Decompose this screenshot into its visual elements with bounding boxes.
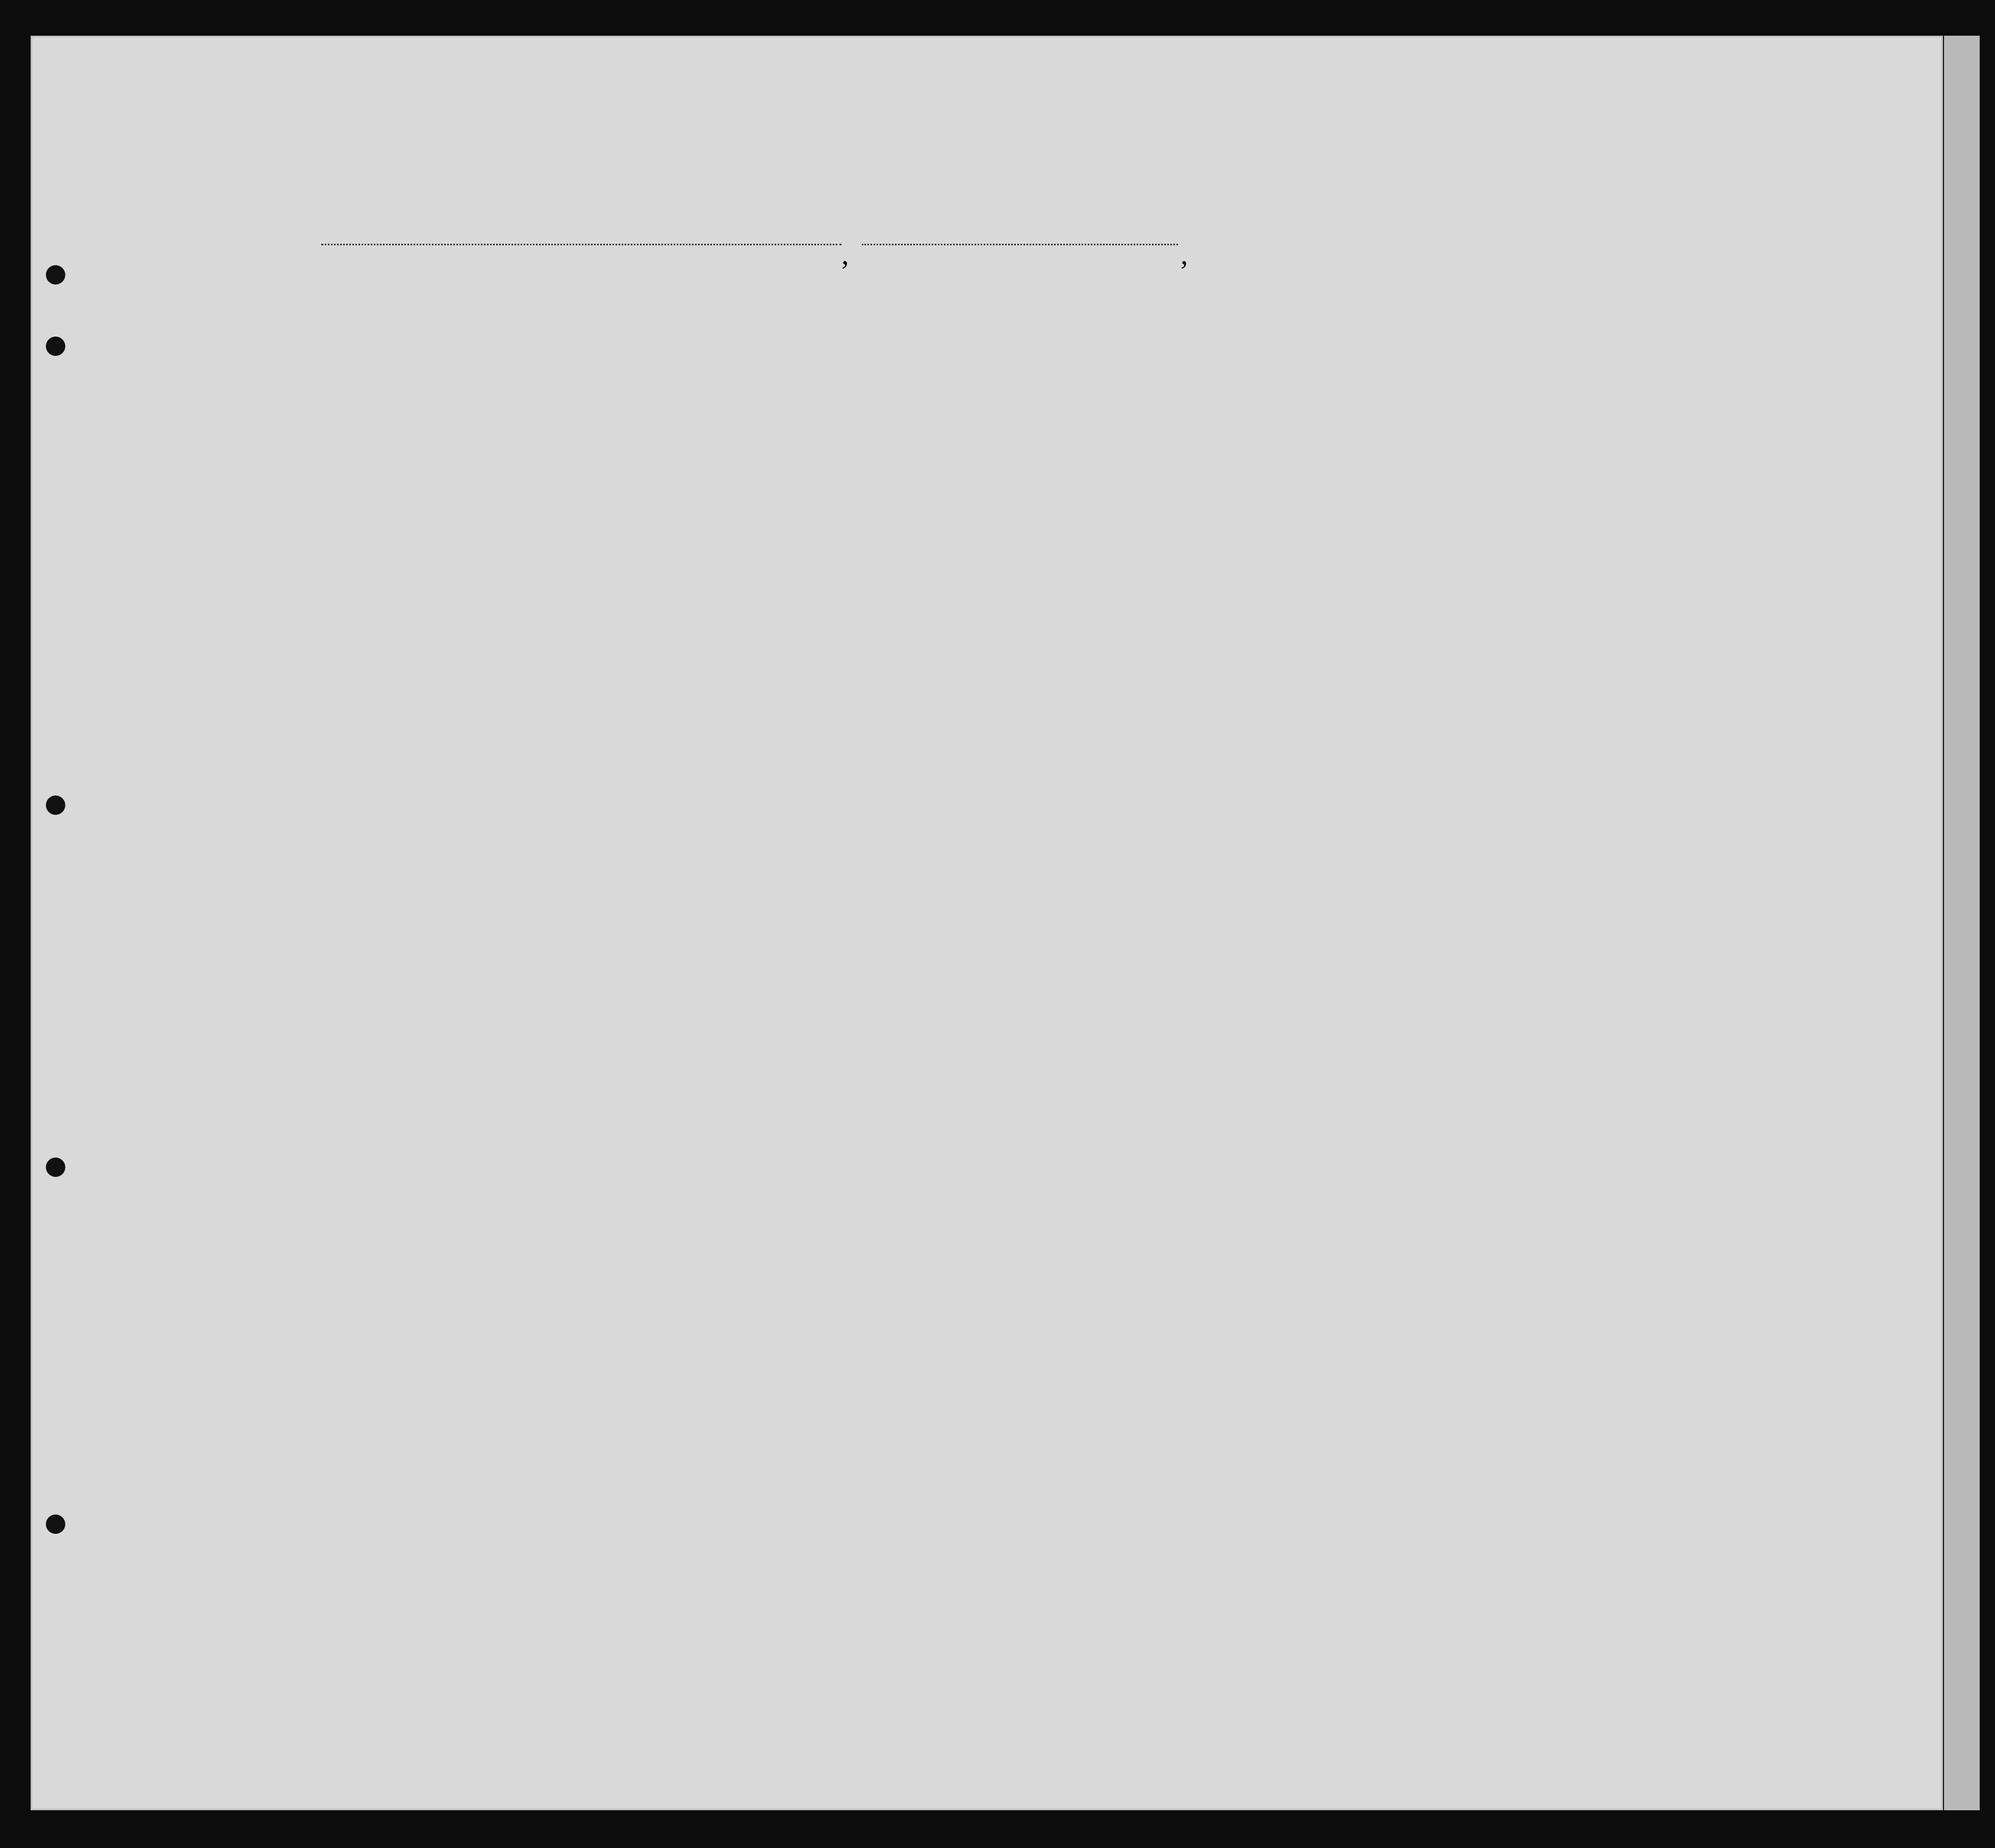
separator: , bbox=[841, 238, 849, 271]
arrival-date bbox=[862, 244, 1178, 245]
binder-hole bbox=[46, 1158, 65, 1177]
binder-hole bbox=[46, 337, 65, 356]
binder-hole bbox=[46, 1515, 65, 1534]
binder-hole bbox=[46, 795, 65, 815]
arrival-port bbox=[321, 244, 841, 245]
binder-hole bbox=[46, 265, 65, 285]
passenger-manifest-sheet bbox=[31, 36, 1943, 1810]
adjacent-page-edge bbox=[1944, 36, 1980, 1810]
separator: , bbox=[1181, 238, 1188, 271]
